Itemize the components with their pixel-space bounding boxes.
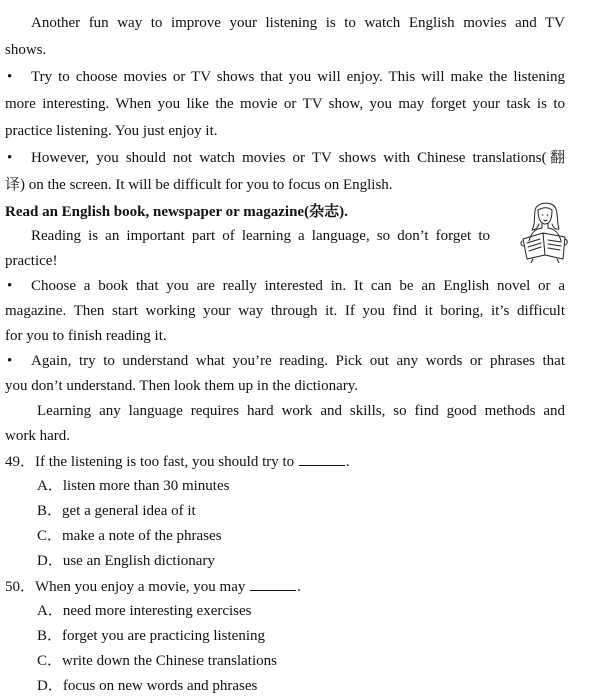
paragraph-line: magazine. Then start working your way through it. If you find it boring, it’s difficult <box>5 303 565 319</box>
question-49-stem <box>5 451 350 473</box>
question-stem-end: . <box>345 454 350 470</box>
bullet-marker: • <box>7 150 13 166</box>
paragraph-line: Try to choose movies or TV shows that you will enjoy. This will make the listening <box>31 69 565 85</box>
question-stem-end: . <box>297 579 301 595</box>
section-heading: Read an English book, newspaper or magazine(杂志). <box>5 204 348 220</box>
question-50-option-a: A．need more interesting exercises <box>37 603 252 619</box>
paragraph-line: Choose a book that you are really interested in. It can be an English novel or a <box>31 278 565 294</box>
girl-reading-illustration <box>513 197 577 263</box>
question-50-option-d: D．focus on new words and phrases <box>37 678 258 694</box>
answer-blank <box>299 451 345 466</box>
question-49-option-b: B．get a general idea of it <box>37 503 196 519</box>
paragraph-line: shows. <box>5 42 47 58</box>
paragraph-line: 译) on the screen. It will be difficult for you to focus on English. <box>5 177 393 193</box>
paragraph-line: work hard. <box>5 428 70 444</box>
paragraph-line: for you to finish reading it. <box>5 328 167 344</box>
question-50-option-b: B．forget you are practicing listening <box>37 628 265 644</box>
question-50-option-c: C．write down the Chinese translations <box>37 653 277 669</box>
bullet-marker: • <box>7 278 13 294</box>
paragraph-line: However, you should not watch movies or TV shows with Chinese translations(翻 <box>31 150 565 166</box>
paragraph-line: more interesting. When you like the movie or TV show, you may forget your task is to <box>5 96 565 112</box>
answer-blank <box>250 576 296 591</box>
paragraph-line: you don’t understand. Then look them up in the dictionary. <box>5 378 358 394</box>
question-50-stem <box>5 576 301 598</box>
paragraph-line: Learning any language requires hard work and skills, so find good methods and <box>37 403 565 419</box>
question-49-option-c: C．make a note of the phrases <box>37 528 222 544</box>
paragraph-line: Again, try to understand what you’re reading. Pick out any words or phrases that <box>31 353 565 369</box>
paragraph-line: practice! <box>5 253 58 269</box>
question-49-option-d: D．use an English dictionary <box>37 553 215 569</box>
paragraph-line: Reading is an important part of learning a language, so don’t forget to <box>31 228 490 244</box>
question-stem-text: 50．When you enjoy a movie, you may <box>5 579 246 595</box>
paragraph-line: Another fun way to improve your listening is to watch English movies and TV <box>31 15 565 31</box>
question-stem-text: 49．If the listening is too fast, you should try to <box>5 454 295 470</box>
bullet-marker: • <box>7 69 13 85</box>
bullet-marker: • <box>7 353 13 369</box>
paragraph-line: practice listening. You just enjoy it. <box>5 123 218 139</box>
question-49-option-a: A．listen more than 30 minutes <box>37 478 230 494</box>
